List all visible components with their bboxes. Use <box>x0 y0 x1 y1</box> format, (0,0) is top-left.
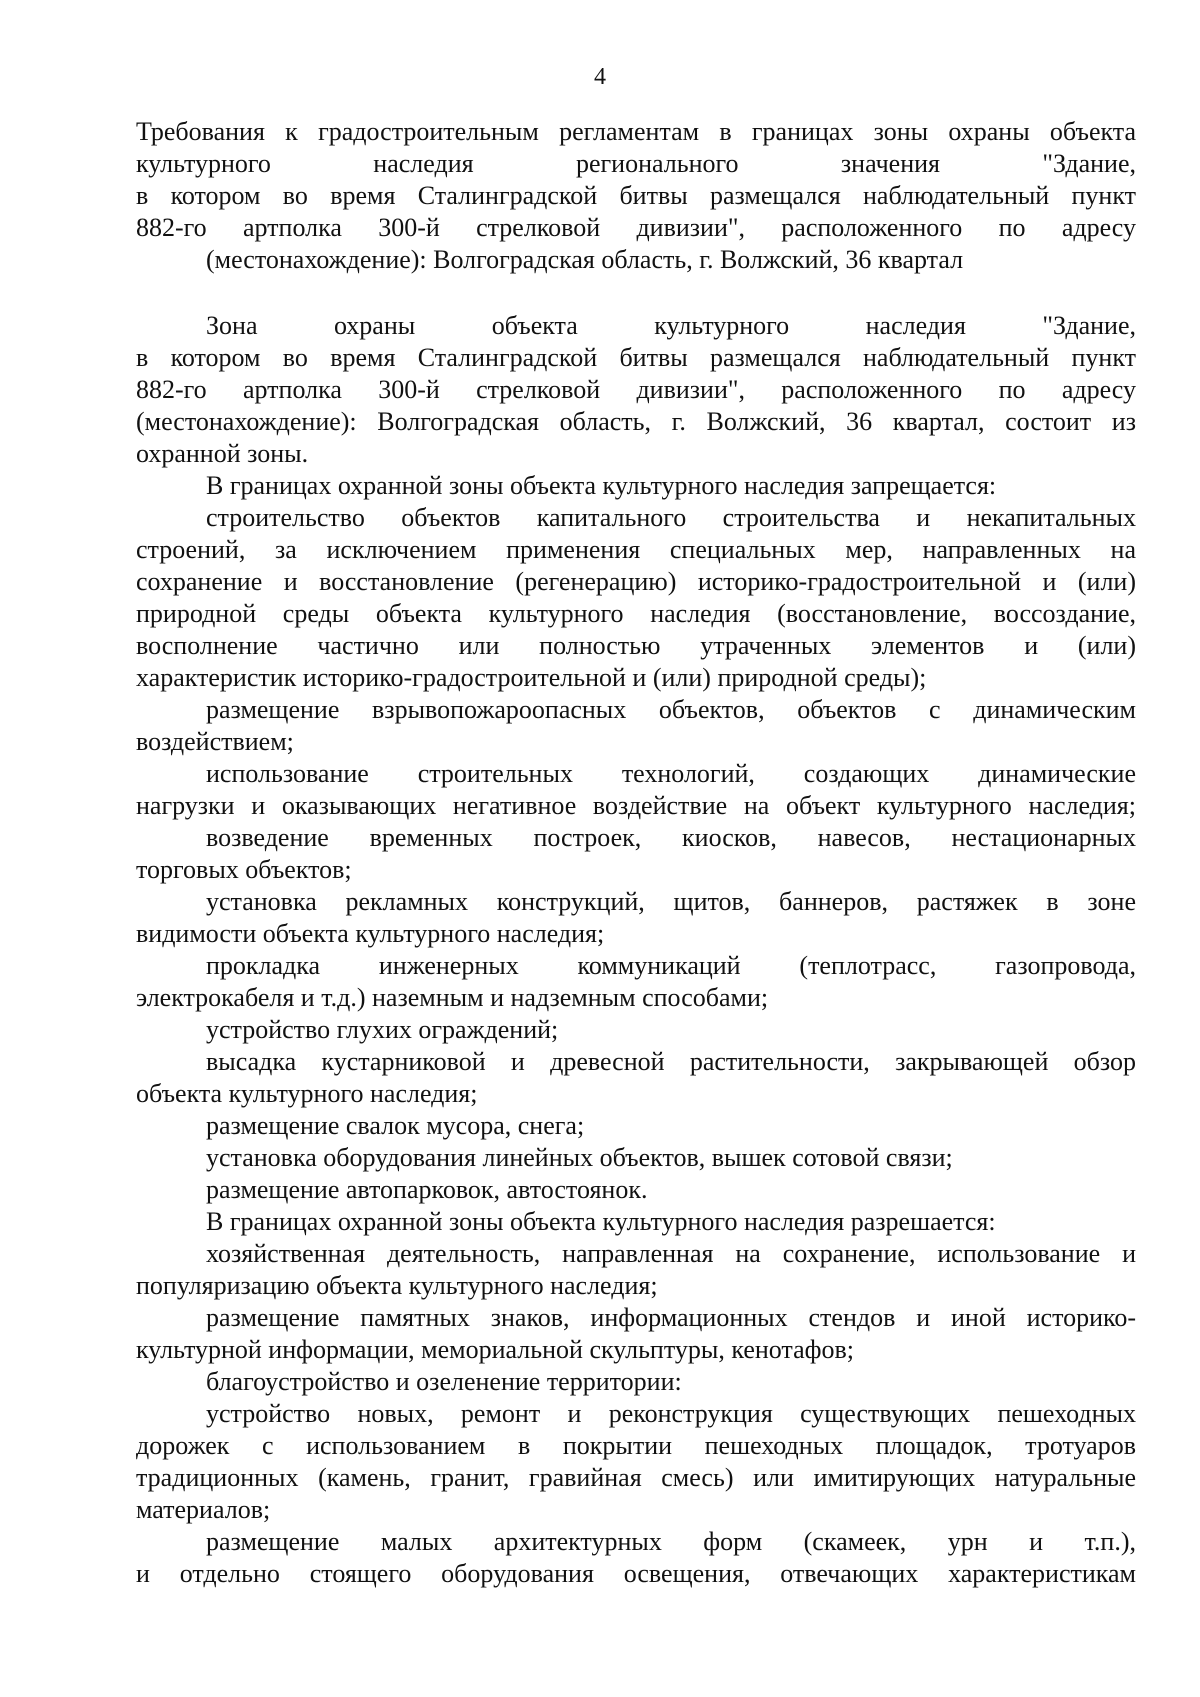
text-line: воздействием; <box>136 727 294 756</box>
text-line: электрокабеля и т.д.) наземным и надземным способами; <box>136 983 769 1012</box>
text-line: хозяйственная деятельность, направленная на сохранение, использование и <box>206 1239 1136 1268</box>
text-line: охранной зоны. <box>136 439 309 468</box>
heading-line: (местонахождение): Волгоградская область, г. Волжский, 36 квартал <box>206 245 964 274</box>
text-line: использование строительных технологий, создающих динамические <box>206 759 1136 788</box>
text-line: нагрузки и оказывающих негативное воздействие на объект культурного наследия; <box>136 791 1136 820</box>
text-line: (местонахождение): Волгоградская область, г. Волжский, 36 квартал, состоит из <box>136 407 1136 436</box>
text-line: природной среды объекта культурного наследия (восстановление, воссоздание, <box>136 599 1136 628</box>
text-line: культурной информации, мемориальной скульптуры, кенотафов; <box>136 1335 854 1364</box>
text-line: размещение взрывопожароопасных объектов, объектов с динамическим <box>206 695 1136 724</box>
text-line: 882-го артполка 300-й стрелковой дивизии", расположенного по адресу <box>136 375 1136 404</box>
text-line: сохранение и восстановление (регенерацию) историко-градостроительной и (или) <box>136 567 1136 596</box>
heading-line: культурного наследия регионального значения "Здание, <box>136 149 1136 178</box>
text-line: благоустройство и озеленение территории: <box>206 1367 682 1396</box>
text-line: установка оборудования линейных объектов, вышек сотовой связи; <box>206 1143 953 1172</box>
text-line: в котором во время Сталинградской битвы размещался наблюдательный пункт <box>136 343 1136 372</box>
text-line: устройство новых, ремонт и реконструкция существующих пешеходных <box>206 1399 1136 1428</box>
text-line: прокладка инженерных коммуникаций (теплотрасс, газопровода, <box>206 951 1136 980</box>
text-line: установка рекламных конструкций, щитов, баннеров, растяжек в зоне <box>206 887 1136 916</box>
text-line: и отдельно стоящего оборудования освещения, отвечающих характеристикам <box>136 1559 1136 1588</box>
text-line: размещение свалок мусора, снега; <box>206 1111 585 1140</box>
text-line: дорожек с использованием в покрытии пешеходных площадок, тротуаров <box>136 1431 1136 1460</box>
heading-line: 882-го артполка 300-й стрелковой дивизии", расположенного по адресу <box>136 213 1136 242</box>
text-line: В границах охранной зоны объекта культурного наследия разрешается: <box>206 1207 996 1236</box>
text-line: восполнение частично или полностью утраченных элементов и (или) <box>136 631 1136 660</box>
text-line: размещение памятных знаков, информационных стендов и иной историко- <box>206 1303 1136 1332</box>
text-line: объекта культурного наследия; <box>136 1079 478 1108</box>
text-line: торговых объектов; <box>136 855 352 884</box>
text-line: высадка кустарниковой и древесной растительности, закрывающей обзор <box>206 1047 1136 1076</box>
heading-line: в котором во время Сталинградской битвы размещался наблюдательный пункт <box>136 181 1136 210</box>
text-line: В границах охранной зоны объекта культурного наследия запрещается: <box>206 471 997 500</box>
text-line: устройство глухих ограждений; <box>206 1015 559 1044</box>
text-line: строительство объектов капитального строительства и некапитальных <box>206 503 1136 532</box>
page-number: 4 <box>594 64 606 90</box>
heading-line: Требования к градостроительным регламентам в границах зоны охраны объекта <box>136 117 1136 146</box>
text-line: размещение автопарковок, автостоянок. <box>206 1175 648 1204</box>
document-heading <box>136 116 1136 276</box>
text-line: традиционных (камень, гранит, гравийная смесь) или имитирующих натуральные <box>136 1463 1136 1492</box>
text-line: видимости объекта культурного наследия; <box>136 919 605 948</box>
section-gap <box>136 276 1136 310</box>
document-body <box>136 116 1136 1590</box>
text-line: строений, за исключением применения специальных мер, направленных на <box>136 535 1136 564</box>
text-line: материалов; <box>136 1495 271 1524</box>
text-line: Зона охраны объекта культурного наследия "Здание, <box>206 311 1136 340</box>
text-line: размещение малых архитектурных форм (скамеек, урн и т.п.), <box>206 1527 1136 1556</box>
document-text <box>136 310 1136 1590</box>
text-line: возведение временных построек, киосков, навесов, нестационарных <box>206 823 1136 852</box>
text-line: популяризацию объекта культурного наследия; <box>136 1271 658 1300</box>
text-line: характеристик историко-градостроительной и (или) природной среды); <box>136 663 927 692</box>
